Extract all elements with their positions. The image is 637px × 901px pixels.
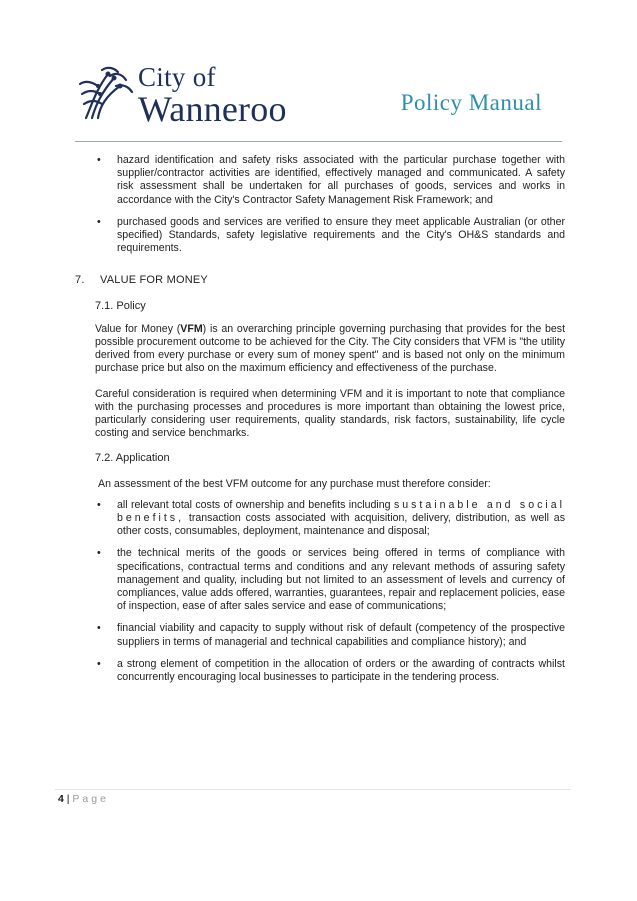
- page-label: Page: [72, 793, 109, 805]
- page-header: [0, 0, 637, 142]
- header-divider: [75, 141, 562, 142]
- list-item: [75, 547, 565, 613]
- policy-manual-title: Policy Manual: [400, 90, 542, 115]
- bullet-icon: •: [97, 547, 101, 560]
- application-bullet-list: [75, 499, 565, 684]
- vfm-bold-term: VFM: [180, 322, 203, 335]
- list-item: [75, 499, 565, 539]
- bullet-icon: •: [97, 498, 101, 511]
- b1-spaced-text: sustainable and social benefits,: [117, 498, 565, 525]
- page-footer: [58, 793, 109, 805]
- bullet-icon: •: [97, 622, 101, 635]
- b1-start: all relevant total costs of ownership and benefits including: [117, 498, 394, 511]
- intro-bullet-list: [75, 154, 565, 255]
- subsection-heading-policy: 7.1. Policy: [95, 299, 146, 312]
- bullet-icon: •: [97, 154, 101, 166]
- kangaroo-paw-logo-icon: [78, 64, 134, 122]
- section-heading: [75, 274, 565, 287]
- list-item: [75, 216, 565, 256]
- policy-paragraph-1: [95, 323, 565, 376]
- list-item-text: hazard identification and safety risks associated with the particular purchase together with supplier/contractor activities are identified, effectively managed and communicated. A safety risk assessment shall be undertaken for all purchases of goods, services and works in accordance with the City's Contractor Safety Management Risk Framework; and: [117, 154, 565, 206]
- bullet-icon: •: [97, 215, 101, 228]
- city-logo: [78, 62, 298, 128]
- list-item: [75, 154, 565, 207]
- list-item-text: [117, 499, 565, 537]
- list-item: [75, 622, 565, 648]
- logo-text-wanneroo: Wanneroo: [138, 89, 287, 129]
- section-number: 7.: [75, 274, 85, 287]
- b1-rest: transaction costs associated with acquisition, delivery, distribution, as well as other costs, consumables, deployment, maintenance and disposal;: [117, 512, 565, 538]
- page-number: 4: [58, 793, 64, 805]
- list-item-text: purchased goods and services are verified to ensure they meet applicable Australian (or other specified) Standards, safety legislative requirements and the City's OH&S standards and requirements.: [117, 215, 565, 255]
- list-item-text: financial viability and capacity to supply without risk of default (competency of the prospective suppliers in terms of managerial and technical capabilities and compliance history); and: [117, 622, 565, 648]
- list-item-text: a strong element of competition in the allocation of orders or the awarding of contracts whilst concurrently encouraging local businesses to participate in the tendering process.: [117, 657, 565, 684]
- policy-p1-start: Value for Money (: [95, 322, 181, 335]
- policy-p1-rest: ) is an overarching principle governing purchasing that provides for the best possible procurement outcome to be achieved for the City. The City considers that VFM is "the utility derived from every purchase or every sum of money spent" and is based not only on the minimum purchase price but also on the maximum efficiency and effectiveness of the purchase.: [95, 322, 566, 375]
- application-intro: An assessment of the best VFM outcome for any purchase must therefore consider:: [98, 477, 491, 490]
- document-body: [75, 154, 565, 693]
- list-item-text: the technical merits of the goods or services being offered in terms of compliance with specifications, contractual terms and conditions and any relevant methods of assuring safety management and quality, including but not limited to an assessment of levels and currency of compliances, value adds offered, warranties, guarantees, repair and replacement policies, ease of inspection, ease of after sales service and ease of communications;: [117, 547, 565, 613]
- bullet-icon: •: [97, 657, 101, 670]
- list-item: [75, 658, 565, 684]
- logo-text-city-of: City of: [138, 62, 216, 92]
- subsection-heading-application: 7.2. Application: [95, 452, 170, 465]
- section-title: VALUE FOR MONEY: [100, 274, 208, 287]
- footer-separator: |: [66, 793, 70, 805]
- footer-divider: [55, 789, 571, 790]
- policy-paragraph-2: Careful consideration is required when determining VFM and it is important to note that compliance with the purchasing processes and procedures is more important than obtaining the lowest price, particularly considering user requirements, quality standards, risk factors, sustainability, life cycle costing and service benchmarks.: [95, 387, 565, 440]
